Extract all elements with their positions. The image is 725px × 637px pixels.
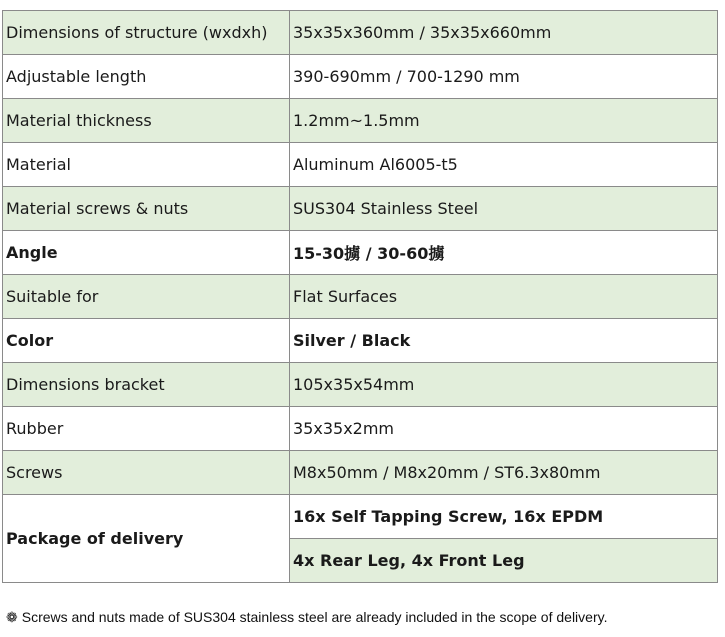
- spec-label: Suitable for: [3, 275, 290, 319]
- spec-value: Silver / Black: [290, 319, 718, 363]
- spec-value: 1.2mm~1.5mm: [290, 99, 718, 143]
- spec-label: Dimensions bracket: [3, 363, 290, 407]
- spec-value: SUS304 Stainless Steel: [290, 187, 718, 231]
- flower-bullet-icon: ❁: [6, 609, 18, 625]
- spec-row-color: [3, 319, 718, 363]
- spec-value: 35x35x2mm: [290, 407, 718, 451]
- specifications-table: [2, 10, 718, 583]
- spec-row-dimensions-bracket: [3, 363, 718, 407]
- spec-value: 105x35x54mm: [290, 363, 718, 407]
- spec-row-adjustable-length: [3, 55, 718, 99]
- spec-row-dimensions-structure: [3, 11, 718, 55]
- spec-value: M8x50mm / M8x20mm / ST6.3x80mm: [290, 451, 718, 495]
- package-value: 16x Self Tapping Screw, 16x EPDM: [290, 495, 718, 539]
- footnote-text: Screws and nuts made of SUS304 stainless steel are already included in the scope of delivery.: [21, 609, 608, 625]
- spec-value: 15-30擄 / 30-60擄: [290, 231, 718, 275]
- spec-label: Material thickness: [3, 99, 290, 143]
- spec-label: Material: [3, 143, 290, 187]
- spec-label: Adjustable length: [3, 55, 290, 99]
- spec-row-material-screws: [3, 187, 718, 231]
- spec-label: Rubber: [3, 407, 290, 451]
- package-label: Package of delivery: [3, 495, 290, 583]
- spec-row-screws: [3, 451, 718, 495]
- spec-row-material: [3, 143, 718, 187]
- spec-row-rubber: [3, 407, 718, 451]
- spec-row-angle: [3, 231, 718, 275]
- spec-row-package: [3, 495, 718, 539]
- spec-label: Screws: [3, 451, 290, 495]
- spec-value: 390-690mm / 700-1290 mm: [290, 55, 718, 99]
- spec-label: Angle: [3, 231, 290, 275]
- footnote: [6, 609, 607, 626]
- package-value: 4x Rear Leg, 4x Front Leg: [290, 539, 718, 583]
- spec-value: Flat Surfaces: [290, 275, 718, 319]
- spec-row-material-thickness: [3, 99, 718, 143]
- spec-value: Aluminum Al6005-t5: [290, 143, 718, 187]
- spec-label: Material screws & nuts: [3, 187, 290, 231]
- spec-row-suitable-for: [3, 275, 718, 319]
- spec-value: 35x35x360mm / 35x35x660mm: [290, 11, 718, 55]
- spec-label: Color: [3, 319, 290, 363]
- spec-label: Dimensions of structure (wxdxh): [3, 11, 290, 55]
